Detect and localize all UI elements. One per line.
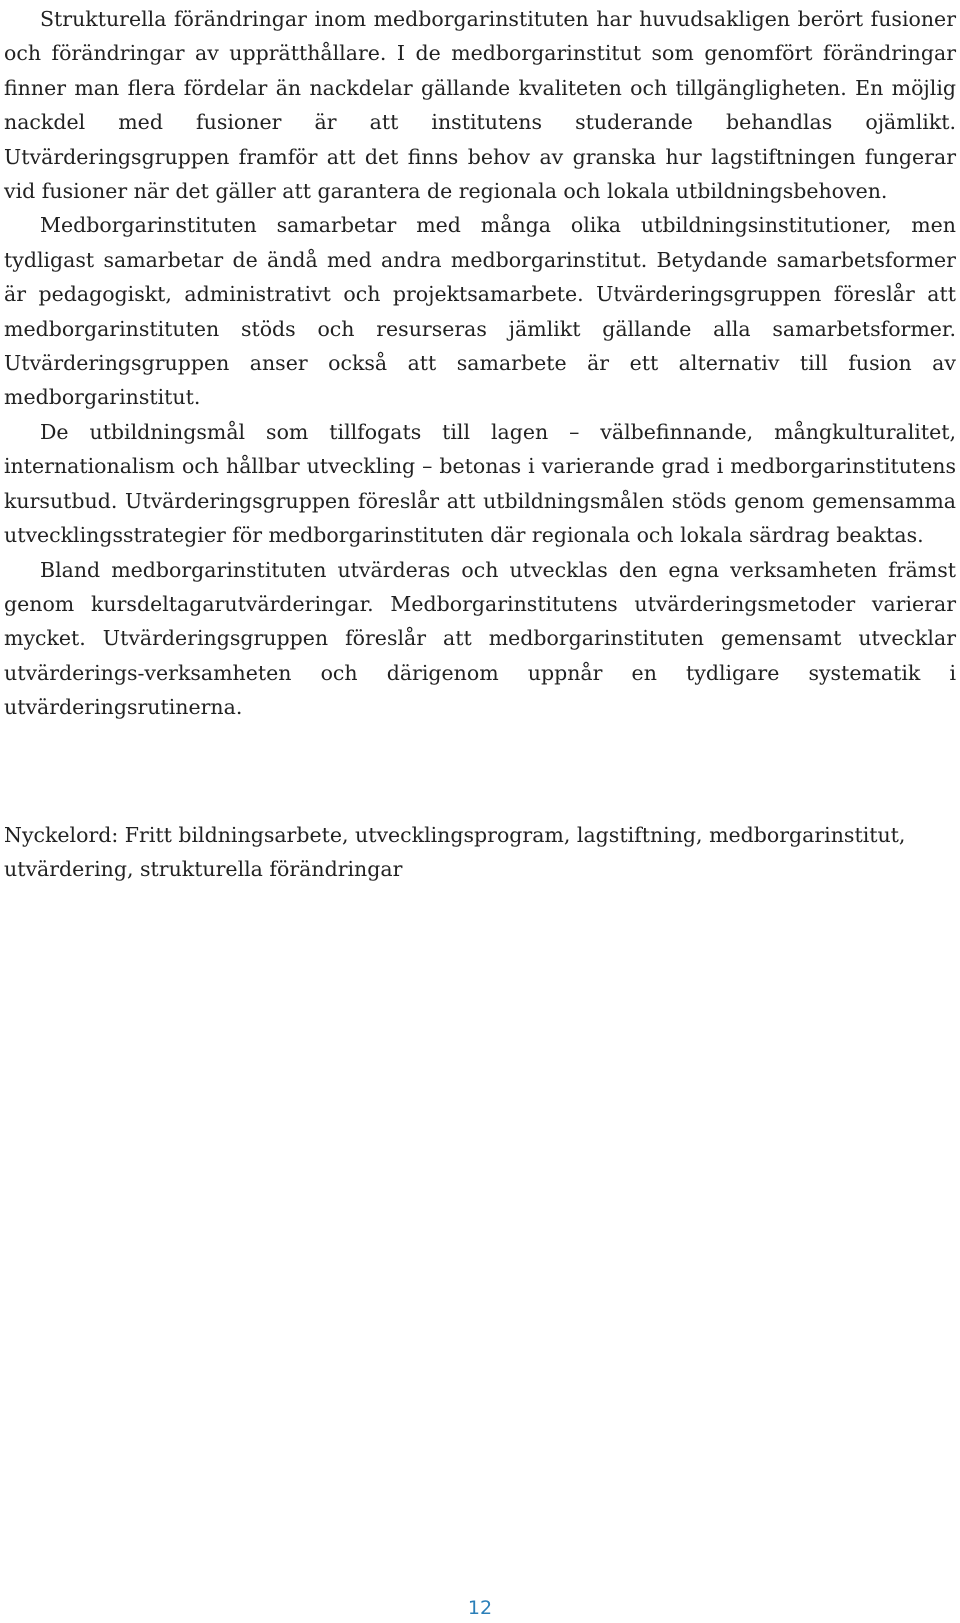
paragraph-structural-changes: Strukturella förändringar inom medborgarinstituten har huvudsakligen berört fusioner och förändringar av upprätthållare. I de medborgarinstitut som genomfört förändringar finner man flera fördelar än nackdelar gällande kvaliteten och tillgängligheten. En möjlig nackdel med fusioner är att institutens studerande behandlas ojämlikt. Utvärderingsgruppen framför att det finns behov av granska hur lagstiftningen fungerar vid fusioner när det gäller att garantera de regionala och lokala utbildningsbehoven. xyxy=(4,7,956,204)
paragraph-evaluation: Bland medborgarinstituten utvärderas och utvecklas den egna verksamheten främst genom kursdeltagarutvärderingar. Medborgarinstitutens utvärderingsmetoder varierar mycket. Utvärderingsgruppen föreslår att medborgarinstituten gemensamt utvecklar utvärderings-verksamheten och därigenom uppnår en tydligare systematik i utvärderingsrutinerna. xyxy=(4,557,956,720)
paragraph-cooperation: Medborgarinstituten samarbetar med många olika utbildningsinstitutioner, men tydligast samarbetar de ändå med andra medborgarinstitut. Betydande samarbetsformer är pedagogiskt, administrativt och projektsamarbete. Utvärderingsgruppen föreslår att medborgarinstituten stöds och resurseras jämlikt gällande alla samarbetsformer. Utvärderingsgruppen anser också att samarbete är ett alternativ till fusion av medborgarinstitut. xyxy=(4,213,956,410)
page-number: 12 xyxy=(467,1597,493,1619)
paragraph-education-goals: De utbildningsmål som tillfogats till lagen – välbefinnande, mångkulturalitet, internationalism och hållbar utveckling – betonas i varierande grad i medborgarinstitutens kursutbud. Utvärderingsgruppen föreslår att utbildningsmålen stöds genom gemensamma utvecklingsstrategier för medborgarinstituten där regionala och lokala särdrag beaktas. xyxy=(4,419,956,548)
keywords-line: Nyckelord: Fritt bildningsarbete, utvecklingsprogram, lagstiftning, medborgarinstitut, utvärdering, strukturella förändringar xyxy=(4,823,906,882)
body-text xyxy=(4,2,956,725)
